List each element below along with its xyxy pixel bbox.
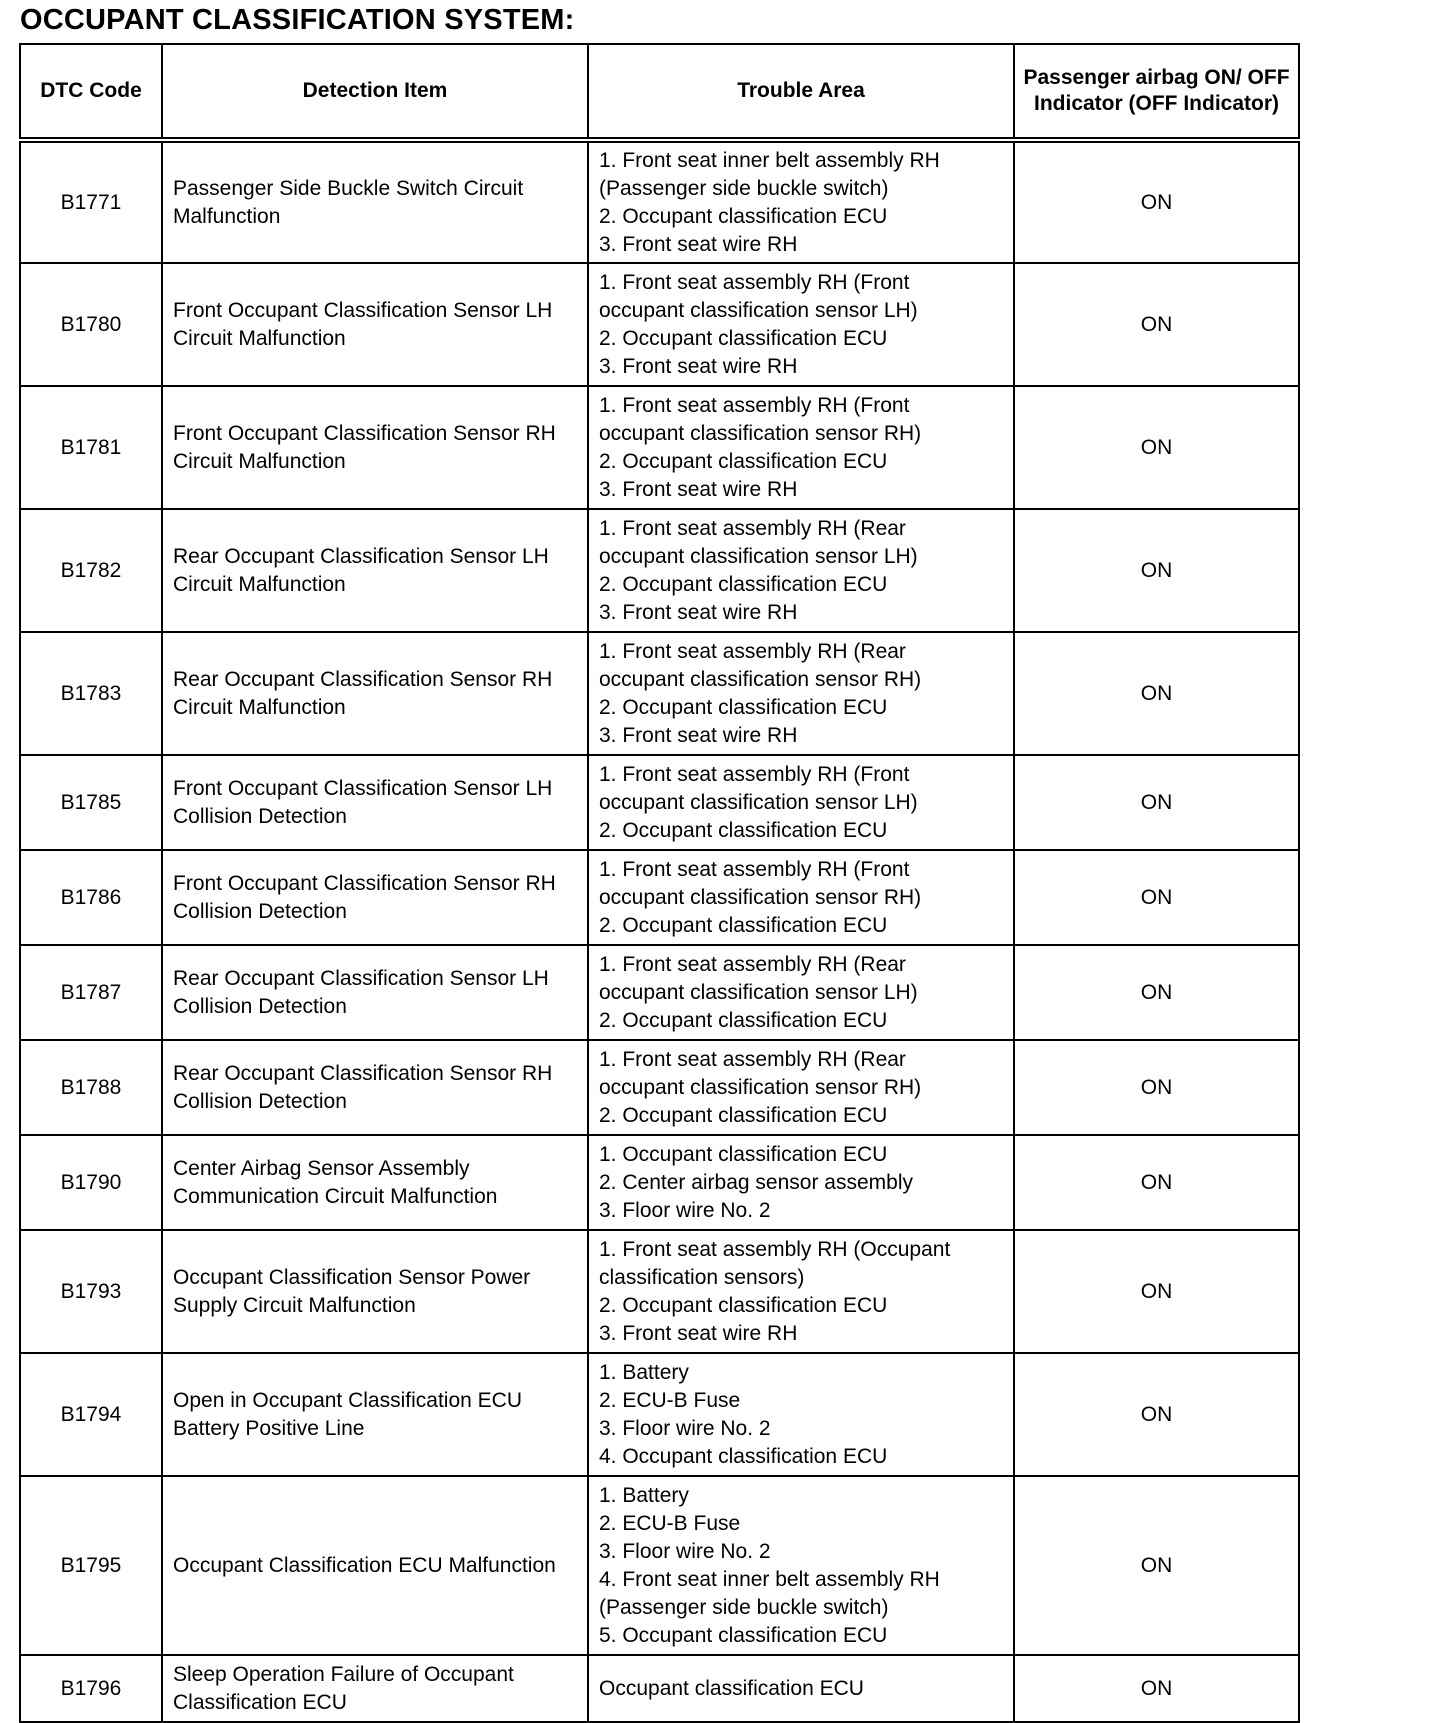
trouble-area-line: occupant classification sensor RH) [599, 1075, 922, 1099]
trouble-area-line: (Passenger side buckle switch) [599, 176, 889, 200]
header-detection-item: Detection Item [162, 44, 588, 140]
trouble-area-line: 2. Occupant classification ECU [599, 695, 888, 719]
dtc-code-cell: B1793 [20, 1230, 162, 1353]
trouble-area-line: occupant classification sensor LH) [599, 980, 918, 1004]
trouble-area-cell [588, 263, 1014, 386]
dtc-code-cell: B1787 [20, 945, 162, 1040]
table-row [20, 386, 1299, 509]
trouble-area-line: 2. ECU-B Fuse [599, 1388, 741, 1412]
trouble-area-line: 4. Front seat inner belt assembly RH [599, 1567, 940, 1591]
detection-item-cell: Front Occupant Classification Sensor LH Circuit Malfunction [162, 263, 588, 386]
detection-item-cell: Occupant Classification ECU Malfunction [162, 1476, 588, 1655]
dtc-code-cell: B1796 [20, 1655, 162, 1722]
trouble-area-line: 2. Occupant classification ECU [599, 572, 888, 596]
table-row [20, 509, 1299, 632]
trouble-area-line: 1. Battery [599, 1360, 689, 1384]
dtc-code-cell: B1788 [20, 1040, 162, 1135]
trouble-area-line: 2. Occupant classification ECU [599, 449, 888, 473]
table-row [20, 755, 1299, 850]
trouble-area-line: 1. Front seat assembly RH (Front [599, 762, 910, 786]
trouble-area-line: 2. Occupant classification ECU [599, 1103, 888, 1127]
indicator-cell: ON [1014, 1353, 1299, 1476]
trouble-area-cell [588, 755, 1014, 850]
trouble-area-line: occupant classification sensor RH) [599, 667, 922, 691]
trouble-area-line: 1. Front seat inner belt assembly RH [599, 148, 940, 172]
trouble-area-cell [588, 1655, 1014, 1722]
trouble-area-line: 1. Front seat assembly RH (Rear [599, 516, 906, 540]
indicator-cell: ON [1014, 386, 1299, 509]
trouble-area-cell [588, 632, 1014, 755]
detection-item-cell: Passenger Side Buckle Switch Circuit Malfunction [162, 140, 588, 263]
detection-item-cell: Rear Occupant Classification Sensor RH Collision Detection [162, 1040, 588, 1135]
trouble-area-line: 1. Front seat assembly RH (Front [599, 393, 910, 417]
table-row [20, 850, 1299, 945]
indicator-cell: ON [1014, 1230, 1299, 1353]
table-row [20, 945, 1299, 1040]
trouble-area-line: 3. Floor wire No. 2 [599, 1539, 771, 1563]
trouble-area-line: 2. Center airbag sensor assembly [599, 1170, 913, 1194]
trouble-area-line: occupant classification sensor LH) [599, 790, 918, 814]
dtc-code-cell: B1782 [20, 509, 162, 632]
dtc-code-cell: B1795 [20, 1476, 162, 1655]
trouble-area-line: 1. Front seat assembly RH (Rear [599, 639, 906, 663]
header-dtc-code: DTC Code [20, 44, 162, 140]
trouble-area-line: 1. Front seat assembly RH (Rear [599, 1047, 906, 1071]
trouble-area-line: 4. Occupant classification ECU [599, 1444, 888, 1468]
trouble-area-line: 1. Battery [599, 1483, 689, 1507]
detection-item-cell: Occupant Classification Sensor Power Supply Circuit Malfunction [162, 1230, 588, 1353]
trouble-area-line: occupant classification sensor LH) [599, 298, 918, 322]
trouble-area-line: 1. Front seat assembly RH (Occupant [599, 1237, 951, 1261]
indicator-cell: ON [1014, 632, 1299, 755]
trouble-area-line: 3. Front seat wire RH [599, 600, 798, 624]
trouble-area-cell [588, 945, 1014, 1040]
table-body [20, 140, 1299, 1722]
indicator-cell: ON [1014, 509, 1299, 632]
trouble-area-line: 1. Occupant classification ECU [599, 1142, 888, 1166]
trouble-area-line: 3. Front seat wire RH [599, 477, 798, 501]
trouble-area-line: 2. Occupant classification ECU [599, 913, 888, 937]
indicator-cell: ON [1014, 1476, 1299, 1655]
dtc-code-cell: B1785 [20, 755, 162, 850]
trouble-area-line: 2. Occupant classification ECU [599, 1008, 888, 1032]
trouble-area-line: (Passenger side buckle switch) [599, 1595, 889, 1619]
trouble-area-line: 3. Front seat wire RH [599, 1321, 798, 1345]
indicator-cell: ON [1014, 1040, 1299, 1135]
dtc-code-cell: B1780 [20, 263, 162, 386]
trouble-area-line: Occupant classification ECU [599, 1676, 864, 1700]
table-row [20, 1476, 1299, 1655]
trouble-area-line: 3. Front seat wire RH [599, 354, 798, 378]
detection-item-cell: Front Occupant Classification Sensor LH Collision Detection [162, 755, 588, 850]
indicator-cell: ON [1014, 1655, 1299, 1722]
trouble-area-line: occupant classification sensor RH) [599, 421, 922, 445]
dtc-code-cell: B1781 [20, 386, 162, 509]
table-row [20, 1655, 1299, 1722]
table-row [20, 1230, 1299, 1353]
header-indicator: Passenger airbag ON/ OFF Indicator (OFF Indicator) [1014, 44, 1299, 140]
table-header-row [20, 44, 1299, 140]
dtc-code-cell: B1783 [20, 632, 162, 755]
trouble-area-line: 2. ECU-B Fuse [599, 1511, 741, 1535]
trouble-area-line: occupant classification sensor RH) [599, 885, 922, 909]
trouble-area-line: 1. Front seat assembly RH (Rear [599, 952, 906, 976]
detection-item-cell: Sleep Operation Failure of Occupant Classification ECU [162, 1655, 588, 1722]
trouble-area-line: 2. Occupant classification ECU [599, 326, 888, 350]
detection-item-cell: Rear Occupant Classification Sensor RH Circuit Malfunction [162, 632, 588, 755]
trouble-area-cell [588, 509, 1014, 632]
indicator-cell: ON [1014, 140, 1299, 263]
trouble-area-line: 1. Front seat assembly RH (Front [599, 857, 910, 881]
dtc-table [19, 43, 1300, 1723]
table-row [20, 1040, 1299, 1135]
detection-item-cell: Rear Occupant Classification Sensor LH Collision Detection [162, 945, 588, 1040]
trouble-area-cell [588, 1135, 1014, 1230]
indicator-cell: ON [1014, 945, 1299, 1040]
header-trouble-area: Trouble Area [588, 44, 1014, 140]
trouble-area-cell [588, 1230, 1014, 1353]
indicator-cell: ON [1014, 263, 1299, 386]
trouble-area-cell [588, 1476, 1014, 1655]
table-row [20, 263, 1299, 386]
trouble-area-line: 3. Floor wire No. 2 [599, 1198, 771, 1222]
trouble-area-line: 3. Front seat wire RH [599, 723, 798, 747]
trouble-area-line: 3. Front seat wire RH [599, 232, 798, 256]
trouble-area-cell [588, 850, 1014, 945]
dtc-code-cell: B1786 [20, 850, 162, 945]
trouble-area-line: occupant classification sensor LH) [599, 544, 918, 568]
trouble-area-line: 2. Occupant classification ECU [599, 1293, 888, 1317]
dtc-code-cell: B1794 [20, 1353, 162, 1476]
trouble-area-line: 3. Floor wire No. 2 [599, 1416, 771, 1440]
table-row [20, 140, 1299, 263]
trouble-area-line: 5. Occupant classification ECU [599, 1623, 888, 1647]
trouble-area-line: 1. Front seat assembly RH (Front [599, 270, 910, 294]
detection-item-cell: Front Occupant Classification Sensor RH Circuit Malfunction [162, 386, 588, 509]
dtc-code-cell: B1790 [20, 1135, 162, 1230]
trouble-area-cell [588, 386, 1014, 509]
detection-item-cell: Open in Occupant Classification ECU Battery Positive Line [162, 1353, 588, 1476]
trouble-area-cell [588, 140, 1014, 263]
table-row [20, 632, 1299, 755]
trouble-area-cell [588, 1353, 1014, 1476]
detection-item-cell: Center Airbag Sensor Assembly Communication Circuit Malfunction [162, 1135, 588, 1230]
dtc-code-cell: B1771 [20, 140, 162, 263]
indicator-cell: ON [1014, 850, 1299, 945]
detection-item-cell: Front Occupant Classification Sensor RH Collision Detection [162, 850, 588, 945]
indicator-cell: ON [1014, 755, 1299, 850]
table-row [20, 1135, 1299, 1230]
trouble-area-line: 2. Occupant classification ECU [599, 818, 888, 842]
page-title: OCCUPANT CLASSIFICATION SYSTEM: [20, 4, 575, 36]
trouble-area-line: classification sensors) [599, 1265, 805, 1289]
table-row [20, 1353, 1299, 1476]
detection-item-cell: Rear Occupant Classification Sensor LH Circuit Malfunction [162, 509, 588, 632]
indicator-cell: ON [1014, 1135, 1299, 1230]
trouble-area-cell [588, 1040, 1014, 1135]
trouble-area-line: 2. Occupant classification ECU [599, 204, 888, 228]
